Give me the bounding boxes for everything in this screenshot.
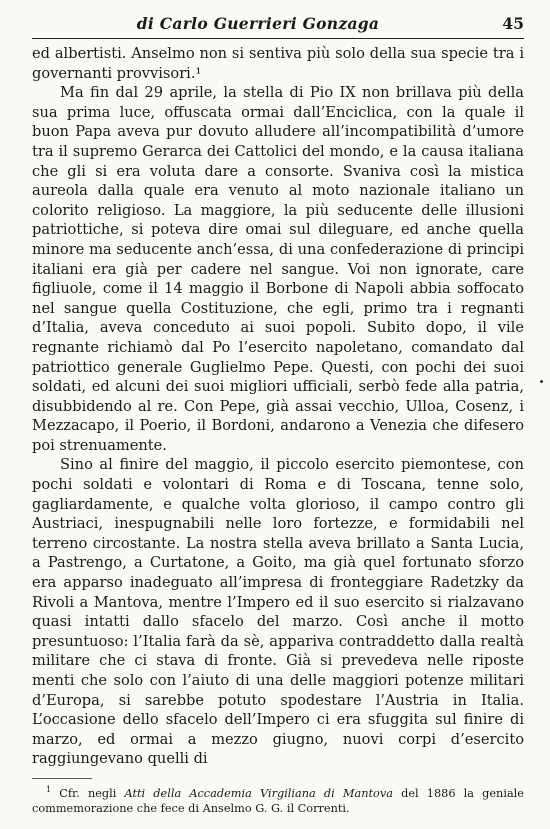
footnote-marker: 1 xyxy=(46,785,52,794)
running-header xyxy=(32,14,524,39)
page-speck-mark xyxy=(540,380,543,383)
footnote-lead: Cfr. negli xyxy=(59,786,117,800)
running-title: di Carlo Guerrieri Gonzaga xyxy=(136,14,380,33)
footnote-rest: del 1886 la geniale commemorazione che fece di Anselmo G. G. il Correnti. xyxy=(32,786,524,815)
footnote xyxy=(32,782,524,816)
page-number: 45 xyxy=(502,14,524,33)
paragraph-continuation: ed albertisti. Anselmo non si sentiva più solo della sua specie tra i governanti provvisori.¹ xyxy=(32,45,524,82)
paragraph: Ma fin dal 29 aprile, la stella di Pio IX non brillava più della sua prima luce, offuscata ormai dall’Enciclica, con la quale il buon Papa aveva pur dovuto alludere all’incompatibilità d’umore tra il supremo Gerarca dei Cattolici del mondo, e la causa italiana che gli si era voluta dare a consorte. Svaniva così la mistica aureola dalla quale era venuto al moto nazionale italiano un colorito religioso. La maggiore, la più seducente delle illusioni patriottiche, si poteva dire omai sul dileguare, ed anche quella minore ma seducente anch’essa, di una confederazione di principi italiani era già per cadere nel sangue. Voi non ignorate, care figliuole, come il 14 maggio il Borbone di Napoli abbia soffocato nel sangue quella Costituzione, che egli, primo tra i regnanti d’Italia, aveva conceduto ai suoi popoli. Subito dopo, il vile regnante richiamò dal Po l’esercito napoletano, comandato dal patriottico generale Guglielmo Pepe. Questi, con pochi dei suoi soldati, ed alcuni dei suoi migliori ufficiali, serbò fede alla patria, disubbidendo al re. Con Pepe, già assai vecchio, Ulloa, Cosenz, i Mezzacapo, il Poerio, il Bordoni, andarono a Venezia che difesero poi strenuamente. xyxy=(32,84,524,454)
footnote-divider xyxy=(32,778,92,779)
body-text xyxy=(32,44,524,769)
paragraph: Sino al finire del maggio, il piccolo esercito piemontese, con pochi soldati e volontari di Roma e di Toscana, tenne solo, gagliardamente, e qualche volta glorioso, il campo contro gli Austriaci, inespugnabili nelle loro fortezze, e formidabili nel terreno circostante. La nostra stella aveva brillato a Santa Lucia, a Pastrengo, a Curtatone, a Goito, ma già quel fortunato sforzo era apparso inadeguato all’impresa di fronteggiare Radetzky da Rivoli a Mantova, mentre l’Impero ed il suo esercito si rialzavano quasi intatti dallo sfacelo del marzo. Così anche il motto presuntuoso: l’Italia farà da sè, appariva contraddetto dalla realtà militare che ci stava di fronte. Già si prevedeva nelle riposte menti che solo con l’aiuto di una delle maggiori potenze militari d’Europa, si sarebbe potuto spodestare l’Austria in Italia. L’occasione dello sfacelo dell’Impero ci era sfuggita sul finire di marzo, ed ormai a mezzo giugno, nuovi corpi d’esercito raggiungevano quelli di xyxy=(32,456,524,768)
footnote-title: Atti della Accademia Virgiliana di Mantova xyxy=(124,786,393,800)
